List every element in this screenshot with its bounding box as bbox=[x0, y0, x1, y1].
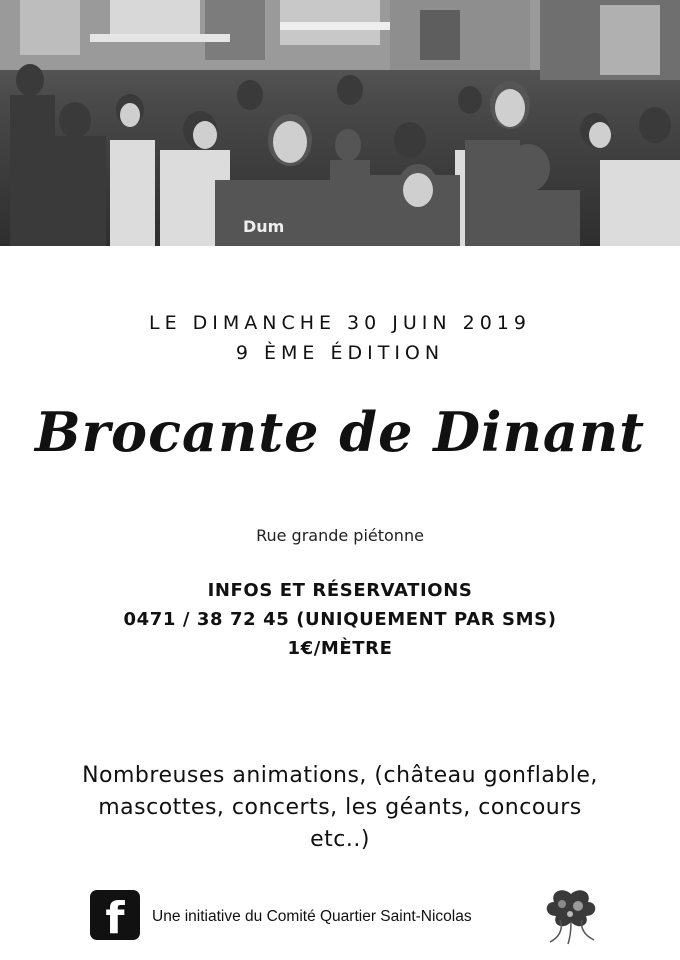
event-title: Brocante de Dinant bbox=[34, 400, 646, 464]
committee-logo-icon bbox=[540, 886, 602, 946]
animations-line-1: Nombreuses animations, (château gonflable, bbox=[82, 763, 598, 788]
facebook-glyph: f bbox=[105, 893, 125, 940]
hero-crowd-photo bbox=[0, 0, 680, 246]
event-date: LE DIMANCHE 30 JUIN 2019 bbox=[148, 312, 531, 334]
shirt-text: Dum bbox=[243, 217, 285, 236]
animations-line-2: mascottes, concerts, les géants, concours bbox=[98, 795, 582, 820]
logo-graphic bbox=[540, 886, 602, 946]
info-price: 1€/MÈTRE bbox=[287, 638, 393, 659]
event-location: Rue grande piétonne bbox=[256, 526, 424, 545]
info-phone: 0471 / 38 72 45 (UNIQUEMENT PAR SMS) bbox=[123, 609, 557, 630]
footer bbox=[0, 880, 680, 950]
animations-line-3: etc..) bbox=[310, 827, 370, 852]
info-heading: INFOS ET RÉSERVATIONS bbox=[207, 580, 473, 601]
edition-number: 9 ÈME ÉDITION bbox=[235, 342, 445, 364]
animations-text bbox=[40, 760, 640, 856]
facebook-icon[interactable] bbox=[90, 890, 140, 940]
crowd-illustration bbox=[0, 0, 680, 246]
initiative-text: Une initiative du Comité Quartier Saint-Nicolas bbox=[152, 908, 472, 925]
